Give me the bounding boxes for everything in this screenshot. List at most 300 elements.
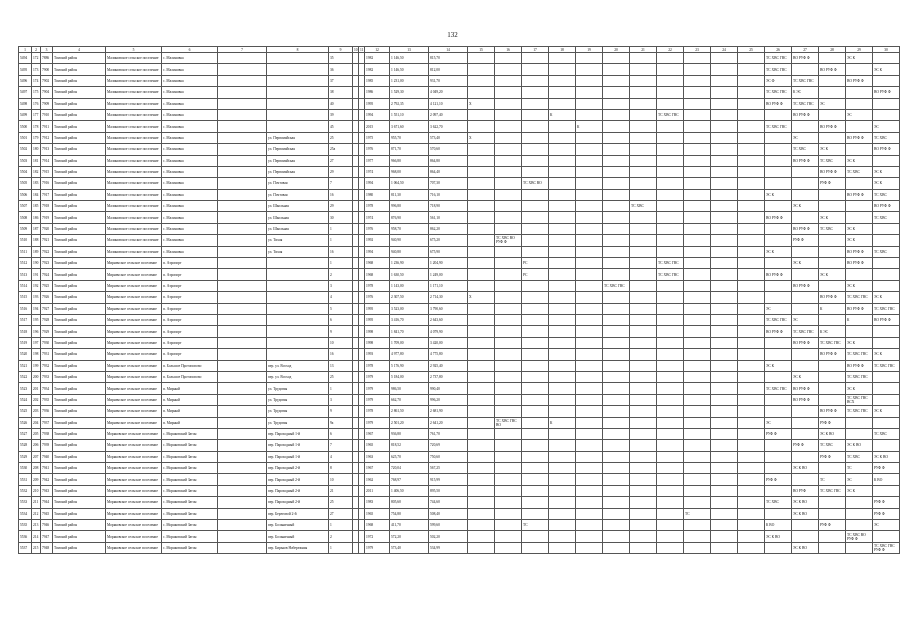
table-cell [630,280,657,291]
table-cell: ВО РУФ Ф [819,406,846,417]
table-cell [549,212,576,223]
table-cell: 1994 [365,246,390,257]
table-cell [495,98,522,109]
table-cell [549,440,576,451]
table-cell [218,371,267,382]
table-cell [738,109,765,120]
table-cell: Томский район [53,258,106,269]
table-cell: Малиновское сельское поселение [106,201,162,212]
table-cell: 7921 [41,235,53,246]
table-cell: Малиновское сельское поселение [106,121,162,132]
table-cell [218,406,267,417]
table-cell: 1 630,50 [390,269,429,280]
table-cell: с. Малиновка [162,98,218,109]
table-cell [792,246,819,257]
table-cell [603,451,630,462]
table-cell [603,474,630,485]
table-cell [603,75,630,86]
table-cell: ТС ХВС [792,144,819,155]
table-cell: ЭС К [846,383,873,394]
table-cell: 184 [32,189,41,200]
table-cell: п. Мирный [162,394,218,405]
table-cell: 4 [329,292,353,303]
table-cell: ТС ХВС ГВС [792,75,819,86]
table-cell: 9 [329,406,353,417]
table-cell: Томский район [53,75,106,86]
table-cell [218,303,267,314]
table-cell: Томский район [53,280,106,291]
table-cell [630,109,657,120]
registry-table [18,46,900,554]
table-cell: Моряковское сельское поселение [106,508,162,519]
table-cell [792,360,819,371]
table-cell [684,132,711,143]
table-cell [549,53,576,64]
table-cell [819,189,846,200]
table-cell: 1 204,90 [429,258,468,269]
table-cell [738,212,765,223]
table-cell: 200 [32,371,41,382]
table-cell: 3 523,00 [390,303,429,314]
table-cell [684,166,711,177]
table-cell [765,155,792,166]
table-cell: Моряковское сельское поселение [106,520,162,531]
table-cell [603,269,630,280]
table-cell: 7915 [41,166,53,177]
table-cell [873,337,900,348]
table-cell [630,451,657,462]
table-cell [218,98,267,109]
table-cell [765,109,792,120]
table-cell: 1 [329,542,353,553]
table-cell [738,53,765,64]
table-cell [218,326,267,337]
table-cell: 27 [329,508,353,519]
table-cell [522,542,549,553]
table-cell [846,497,873,508]
table-cell: Томский район [53,417,106,428]
table-cell [630,394,657,405]
table-cell [468,258,495,269]
table-cell [711,144,738,155]
table-cell [576,383,603,394]
table-cell: 37 [329,75,353,86]
table-cell [792,178,819,189]
table-cell [792,428,819,439]
table-cell [495,520,522,531]
table-cell [522,132,549,143]
table-cell: 7946 [41,520,53,531]
table-cell [549,303,576,314]
table-cell: с. Малиновка [162,189,218,200]
table-cell [576,531,603,542]
table-cell: ЭС [846,109,873,120]
table-cell [218,155,267,166]
table-cell [218,474,267,485]
table-cell: К ЭС [819,326,846,337]
table-cell [630,428,657,439]
table-cell [819,463,846,474]
column-number-header: 8 [267,47,329,53]
table-cell [657,337,684,348]
table-cell: 940,90 [390,235,429,246]
table-cell: 1978 [365,280,390,291]
table-row [19,520,900,531]
table-cell: ВО РУФ Ф [765,212,792,223]
table-cell: Томский район [53,360,106,371]
table-cell [792,269,819,280]
table-cell: 10 [329,337,353,348]
table-cell: 876,90 [390,212,429,223]
table-cell [738,394,765,405]
table-cell: 1974 [365,212,390,223]
table-cell [549,349,576,360]
table-cell: ул. Трудовая [267,394,329,405]
table-cell: РУФ Ф [765,428,792,439]
column-number-header: 24 [711,47,738,53]
table-cell [468,178,495,189]
table-cell [267,53,329,64]
table-cell: Томский район [53,223,106,234]
table-cell [792,417,819,428]
table-cell: Томский район [53,53,106,64]
table-cell [630,542,657,553]
table-cell [846,212,873,223]
table-cell: К ЭС [792,87,819,98]
table-cell: 7947 [41,531,53,542]
table-cell [765,166,792,177]
table-cell: 186 [32,212,41,223]
table-cell: ул. Трудовая [267,417,329,428]
table-cell: РС [522,269,549,280]
table-cell [267,75,329,86]
table-cell [522,337,549,348]
table-cell: 205 [32,428,41,439]
table-cell [267,337,329,348]
table-cell: РУФ Ф [819,520,846,531]
table-cell [711,303,738,314]
table-cell: ЭС К [873,349,900,360]
table-cell: 7911 [41,121,53,132]
table-cell [873,109,900,120]
table-cell: Томский район [53,189,106,200]
table-cell: 7940 [41,451,53,462]
table-cell [630,497,657,508]
table-cell: К ВО [873,474,900,485]
table-cell: 561,10 [429,212,468,223]
table-cell: Мирненское сельское поселение [106,337,162,348]
table-cell [738,428,765,439]
table-cell [873,394,900,405]
table-cell: 5514 [19,280,32,291]
table-cell [765,485,792,496]
table-cell [267,98,329,109]
table-cell [549,178,576,189]
table-cell [549,235,576,246]
table-cell [846,178,873,189]
table-cell: ЭС К [873,64,900,75]
table-cell: ТС ХВС ГВС [873,303,900,314]
table-cell [495,144,522,155]
table-cell: с. Моряковский Затон [162,428,218,439]
table-cell: ул. Тихая [267,246,329,257]
table-row [19,121,900,132]
table-cell: 7929 [41,326,53,337]
table-cell [657,132,684,143]
table-cell: Мирненское сельское поселение [106,349,162,360]
table-cell [576,155,603,166]
table-cell: 5499 [19,109,32,120]
table-cell: ВО РУФ Ф [873,87,900,98]
table-cell [603,463,630,474]
table-cell: 9а [329,417,353,428]
table-cell [684,303,711,314]
table-cell: ТС ХВС ГВС [657,109,684,120]
table-cell: ТС ХВС ГВС [792,326,819,337]
table-cell [522,474,549,485]
table-cell [218,314,267,325]
table-cell [468,235,495,246]
table-cell [765,406,792,417]
table-cell: ТС ХВС [873,212,900,223]
table-cell [738,383,765,394]
table-cell [684,314,711,325]
table-cell [576,246,603,257]
table-cell: ВО РУФ Ф [819,121,846,132]
column-number-header: 19 [576,47,603,53]
table-cell: Малиновское сельское поселение [106,212,162,223]
table-cell [657,428,684,439]
table-cell: 1983 [365,497,390,508]
table-cell: ТС ХВС ГВС ВСХ [846,394,873,405]
table-cell: 211 [32,497,41,508]
column-number-header: 22 [657,47,684,53]
table-cell: 1 [329,235,353,246]
table-cell: 5505 [19,178,32,189]
table-cell [576,406,603,417]
table-cell: Томский район [53,132,106,143]
table-cell: 2 641,20 [429,417,468,428]
table-cell [873,258,900,269]
table-cell [603,212,630,223]
table-cell: 16 [329,246,353,257]
table-cell: Малиновское сельское поселение [106,223,162,234]
table-cell: ВО РУФ Ф [792,280,819,291]
table-cell [576,132,603,143]
table-row [19,531,900,542]
table-cell: пер. Пароходный 2-й [267,463,329,474]
table-cell [738,360,765,371]
table-cell [738,201,765,212]
table-cell [603,166,630,177]
table-cell [630,531,657,542]
table-cell: 750,60 [429,451,468,462]
table-cell [738,474,765,485]
table-cell: 996,20 [429,394,468,405]
table-cell [468,326,495,337]
table-cell: ул. Школьная [267,223,329,234]
table-cell [711,155,738,166]
table-cell: ВО РУФ Ф [846,303,873,314]
table-cell: с. Малиновка [162,87,218,98]
table-cell [468,109,495,120]
table-cell [819,235,846,246]
table-cell [549,223,576,234]
table-cell [684,53,711,64]
table-cell: 7900 [41,64,53,75]
table-cell [468,155,495,166]
table-cell: Малиновское сельское поселение [106,64,162,75]
table-cell [576,463,603,474]
table-cell: 1967 [365,428,390,439]
table-cell: 198 [32,349,41,360]
table-cell: Томский район [53,428,106,439]
table-cell [738,520,765,531]
table-cell [549,463,576,474]
table-cell [468,166,495,177]
table-cell: 1 064,50 [390,178,429,189]
table-cell: РУФ Ф [873,463,900,474]
table-cell: РУФ Ф [765,474,792,485]
table-cell: пер. Бирьков Набережная [267,542,329,553]
table-cell [738,406,765,417]
table-cell: 2 925,40 [429,360,468,371]
table-cell [738,463,765,474]
table-cell [711,360,738,371]
table-cell: ТС ХВС [873,189,900,200]
table-cell [576,53,603,64]
table-cell: с. Малиновка [162,201,218,212]
table-cell: 5535 [19,520,32,531]
table-cell: Томский район [53,212,106,223]
table-cell: 25 [329,132,353,143]
table-cell [846,64,873,75]
table-cell: Мирненское сельское поселение [106,360,162,371]
table-cell: РУФ Ф [792,440,819,451]
table-cell [630,406,657,417]
table-cell [549,428,576,439]
table-cell [711,235,738,246]
table-cell: ТС ХВС ГВС [603,280,630,291]
table-cell [630,349,657,360]
table-cell [711,246,738,257]
table-cell: 3 416,70 [390,314,429,325]
table-cell [468,337,495,348]
table-cell [218,235,267,246]
table-cell [711,417,738,428]
table-cell: 5502 [19,144,32,155]
table-cell: 9 [329,326,353,337]
table-cell: 5533 [19,497,32,508]
table-cell [684,417,711,428]
table-cell: 1992 [365,235,390,246]
table-cell [684,474,711,485]
table-cell: Моряковское сельское поселение [106,463,162,474]
table-cell: ТС ХВС [765,497,792,508]
table-cell [576,417,603,428]
table-cell: К [819,303,846,314]
table-cell [657,212,684,223]
table-cell: 214 [32,531,41,542]
table-cell: Мирненское сельское поселение [106,269,162,280]
table-cell [630,166,657,177]
table-cell: 2 [329,269,353,280]
table-cell [576,326,603,337]
table-row [19,485,900,496]
table-cell [576,360,603,371]
table-cell [711,383,738,394]
table-cell [711,292,738,303]
table-cell [549,155,576,166]
table-cell: 3 [329,280,353,291]
table-cell [657,508,684,519]
table-cell: 5507 [19,201,32,212]
table-cell: 6 [329,314,353,325]
table-cell: Томский район [53,485,106,496]
table-cell: 188 [32,235,41,246]
column-number-header: 29 [846,47,873,53]
table-cell: Томский район [53,314,106,325]
table-cell: пер. Больничный [267,531,329,542]
table-cell [576,75,603,86]
table-cell [218,292,267,303]
table-cell [630,303,657,314]
table-cell: с. Моряковский Затон [162,508,218,519]
table-cell: К [549,109,576,120]
table-cell [738,223,765,234]
table-cell [576,178,603,189]
table-cell: 4 049,20 [429,87,468,98]
table-cell: 1 529,30 [390,87,429,98]
table-cell: ВО РУФ Ф [819,292,846,303]
table-cell [657,383,684,394]
table-cell: Томский район [53,64,106,75]
table-cell: 25 [329,497,353,508]
table-cell: 1963 [365,451,390,462]
table-cell: 1 [329,520,353,531]
table-cell [711,520,738,531]
table-cell [630,485,657,496]
table-cell [495,474,522,485]
table-cell [711,394,738,405]
table-cell: ВО РУФ Ф [792,223,819,234]
table-cell [522,53,549,64]
table-cell [630,463,657,474]
table-cell [576,520,603,531]
table-cell: 25 [329,371,353,382]
table-cell [522,440,549,451]
table-cell [549,269,576,280]
table-cell [495,508,522,519]
table-cell [495,64,522,75]
table-cell [657,520,684,531]
table-cell [819,258,846,269]
table-cell [576,269,603,280]
table-cell [603,178,630,189]
table-cell [819,497,846,508]
table-cell: 3 [329,394,353,405]
table-row [19,474,900,485]
table-cell: 1 231,00 [390,75,429,86]
column-number-header: 21 [630,47,657,53]
table-cell [711,474,738,485]
table-cell: Малиновское сельское поселение [106,98,162,109]
table-cell [218,428,267,439]
table-cell: 5511 [19,246,32,257]
table-cell [738,258,765,269]
table-cell [549,258,576,269]
column-number-header: 18 [549,47,576,53]
